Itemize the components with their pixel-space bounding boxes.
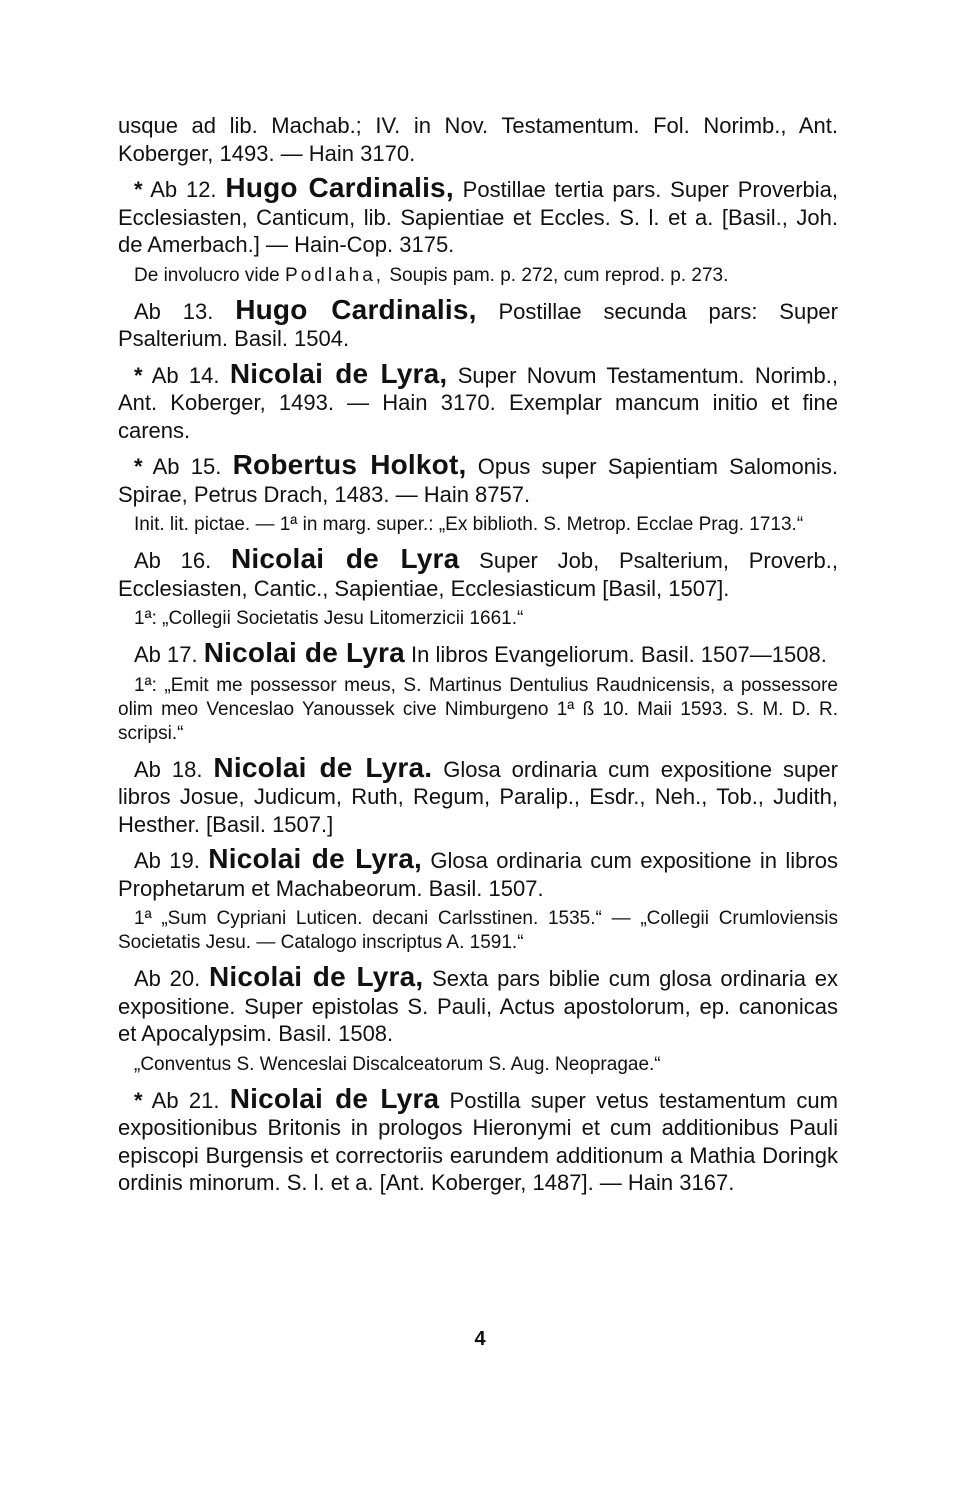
entry-author: Nicolai de Lyra xyxy=(203,637,405,668)
entry-author: Robertus Holkot, xyxy=(232,449,467,480)
entry-ab12 xyxy=(118,174,838,259)
entry-description: Glosa ordinaria cum expositione in libros Prophetarum et Machabeorum. Basil. 1507. xyxy=(118,848,838,901)
entry-ab16 xyxy=(118,545,838,602)
entry-star: * xyxy=(134,362,143,388)
entry-shelfmark: Ab 17. xyxy=(134,642,198,667)
entry-description: Glosa ordinaria cum expositione super libros Josue, Judicum, Ruth, Regum, Paralip., Esdr., Neh., Tob., Judith, Hesther. [Basil. 1507.] xyxy=(118,756,838,837)
entry-author: Nicolai de Lyra. xyxy=(213,751,433,783)
entry-shelfmark: Ab 15. xyxy=(152,454,222,479)
entry-star: * xyxy=(134,177,143,202)
entry-ab21 xyxy=(118,1082,838,1197)
entry-author: Nicolai de Lyra xyxy=(229,1082,440,1114)
entry-ab15 xyxy=(118,451,838,508)
entry-shelfmark: Ab 18. xyxy=(134,756,203,782)
entry-author: Hugo Cardinalis, xyxy=(225,172,454,203)
entry-author: Nicolai de Lyra xyxy=(231,543,460,574)
entry-author: Nicolai de Lyra, xyxy=(208,843,422,874)
entry-author: Nicolai de Lyra, xyxy=(229,357,448,389)
entry-shelfmark: Ab 16. xyxy=(134,548,212,573)
entry-shelfmark: Ab 21. xyxy=(151,1087,220,1113)
entry-author: Nicolai de Lyra, xyxy=(208,961,424,992)
entry-description: Super Novum Testamentum. Norimb., Ant. Koberger, 1493. — Hain 3170. Exemplar mancum initio et fine carens. xyxy=(118,362,838,443)
entry-ab17 xyxy=(118,639,838,669)
entry-note: Init. lit. pictae. — 1ª in marg. super.: „Ex biblioth. S. Metrop. Ecclae Prag. 1713.“ xyxy=(134,514,804,535)
entry-shelfmark: Ab 19. xyxy=(134,848,200,873)
entry-note: „Conventus S. Wenceslai Discalceatorum S. Aug. Neopragae.“ xyxy=(134,1053,661,1075)
entry-ab14 xyxy=(118,357,838,445)
entry-author: Hugo Cardinalis, xyxy=(235,293,477,325)
entry-ab18 xyxy=(118,751,838,839)
entry-note: 1ª: „Emit me possessor meus, S. Martinus Dentulius Raudnicensis, a possessore olim meo Venceslao Yanoussek cive Nimburgeno 1ª ß 10. Maii 1593. S. M. D. R. scripsi.“ xyxy=(118,674,838,744)
entry-shelfmark: Ab 14. xyxy=(151,362,220,388)
entry-description: Postillae tertia pars. Super Proverbia, Ecclesiasten, Canticum, lib. Sapientiae et Eccles. S. l. et a. [Basil., Joh. de Amerbach.] — Hain-Cop. 3175. xyxy=(118,177,838,257)
entry-note: 1ª: „Collegii Societatis Jesu Litomerzicii 1661.“ xyxy=(134,608,524,629)
entry-description: Super Job, Psalterium, Proverb., Ecclesiasten, Cantic., Sapientiae, Ecclesiasticum [Basil, 1507]. xyxy=(118,548,838,601)
entry-star: * xyxy=(134,1087,143,1113)
entry-note: De involucro vide Podlaha, Soupis pam. p. 272, cum reprod. p. 273. xyxy=(134,264,729,286)
entry-shelfmark: Ab 13. xyxy=(134,298,214,324)
entry-description: In libros Evangeliorum. Basil. 1507—1508. xyxy=(411,642,827,667)
entry-shelfmark: Ab 20. xyxy=(134,966,201,991)
entry-description: Postillae secunda pars: Super Psalterium. Basil. 1504. xyxy=(118,298,838,351)
entry-description: Postilla super vetus testamentum cum expositionibus Britonis in prologos Hieronymi et cum additionibus Pauli episcopi Burgensis et correctoriis earundem additionum a Mathia Doringk ordinis minorum. S. l. et a. [Ant. Koberger, 1487]. — Hain 3167. xyxy=(118,1087,838,1195)
entry-star: * xyxy=(134,454,143,479)
entry-description: Opus super Sapientiam Salomonis. Spirae, Petrus Drach, 1483. — Hain 8757. xyxy=(118,454,838,507)
page-number: 4 xyxy=(474,1328,486,1350)
entry-shelfmark: Ab 12. xyxy=(150,177,217,202)
catalogue-page xyxy=(118,112,838,1204)
entry-note-author: Podlaha, xyxy=(285,264,385,286)
entry-ab13 xyxy=(118,293,838,353)
entry-ab20 xyxy=(118,963,838,1048)
entry-description: Sexta pars biblie cum glosa ordinaria ex expositione. Super epistolas S. Pauli, Actus apostolorum, ep. canonicas et Apocalypsim. Basil. 1508. xyxy=(118,966,838,1046)
entry-continuation: usque ad lib. Machab.; IV. in Nov. Testamentum. Fol. Norimb., Ant. Koberger, 1493. — Hain 3170. xyxy=(118,113,838,166)
entry-note: 1ª „Sum Cypriani Luticen. decani Carlsstinen. 1535.“ — „Collegii Crumloviensis Societatis Jesu. — Catalogo inscriptus A. 1591.“ xyxy=(118,908,838,953)
entry-ab19 xyxy=(118,845,838,902)
